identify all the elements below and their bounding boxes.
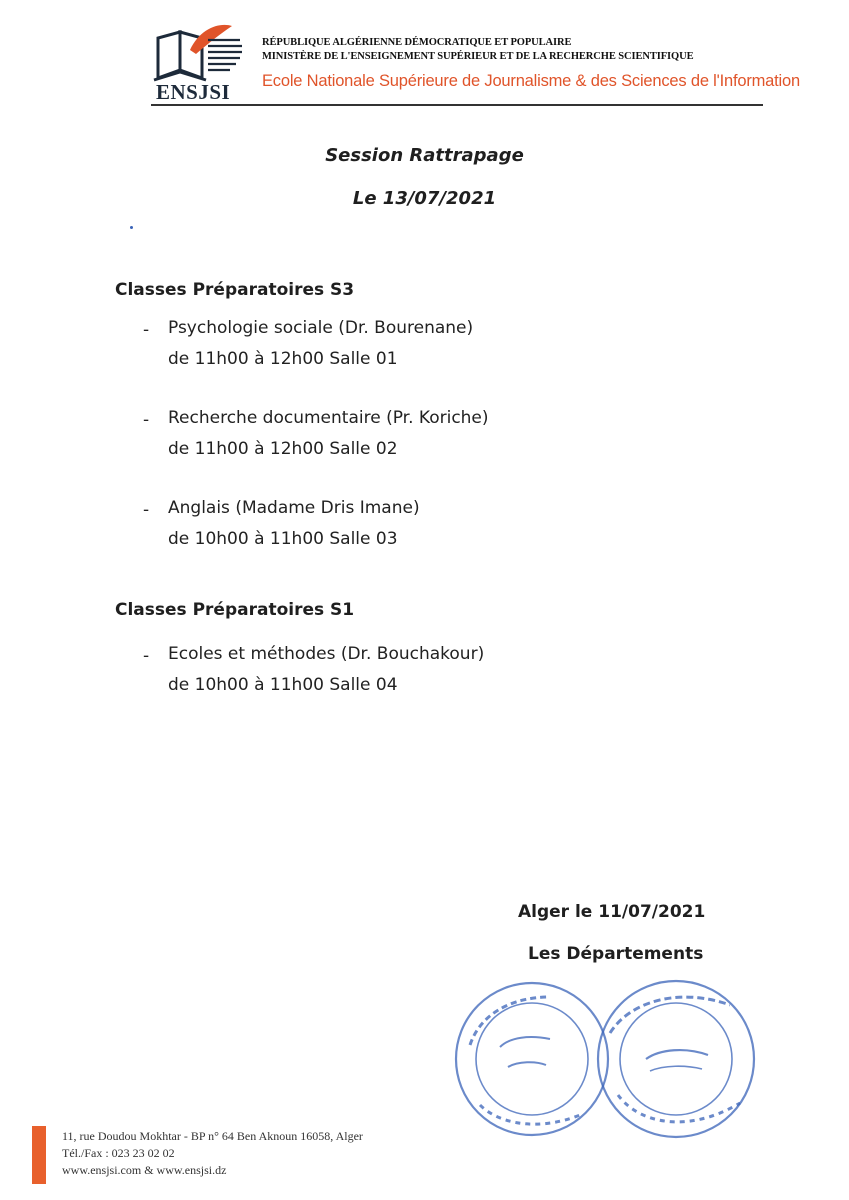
list-dash: - bbox=[143, 410, 150, 430]
place-date: Alger le 11/07/2021 bbox=[518, 902, 706, 922]
footer-accent-bar bbox=[32, 1126, 46, 1184]
course-schedule: de 10h00 à 11h00 Salle 04 bbox=[168, 675, 398, 695]
list-dash: - bbox=[143, 646, 150, 666]
header-republic: RÉPUBLIQUE ALGÉRIENNE DÉMOCRATIQUE ET POPULAIRE bbox=[262, 37, 572, 48]
logo-wordmark: ENSJSI bbox=[156, 80, 231, 104]
scan-dot bbox=[130, 226, 133, 229]
section-heading: Classes Préparatoires S3 bbox=[115, 280, 355, 300]
header-divider bbox=[151, 104, 763, 106]
list-dash: - bbox=[143, 500, 150, 520]
department-signature: Les Départements bbox=[528, 944, 704, 964]
header-ministry: MINISTÈRE DE L'ENSEIGNEMENT SUPÉRIEUR ET DE LA RECHERCHE SCIENTIFIQUE bbox=[262, 51, 694, 62]
official-stamp bbox=[450, 975, 770, 1147]
course-name: Anglais (Madame Dris Imane) bbox=[168, 498, 420, 518]
session-date: Le 13/07/2021 bbox=[352, 188, 497, 209]
header-school-name: Ecole Nationale Supérieure de Journalisme & des Sciences de l'Information bbox=[262, 72, 800, 90]
footer-address: 11, rue Doudou Mokhtar - BP n° 64 Ben Aknoun 16058, Alger bbox=[62, 1129, 363, 1143]
list-dash: - bbox=[143, 320, 150, 340]
section-heading: Classes Préparatoires S1 bbox=[115, 600, 355, 620]
session-title: Session Rattrapage bbox=[325, 145, 524, 166]
footer-phone: Tél./Fax : 023 23 02 02 bbox=[62, 1146, 175, 1160]
course-name: Psychologie sociale (Dr. Bourenane) bbox=[168, 318, 474, 338]
course-schedule: de 10h00 à 11h00 Salle 03 bbox=[168, 529, 398, 549]
footer-websites: www.ensjsi.com & www.ensjsi.dz bbox=[62, 1163, 227, 1177]
course-name: Ecoles et méthodes (Dr. Bouchakour) bbox=[168, 644, 485, 664]
course-schedule: de 11h00 à 12h00 Salle 01 bbox=[168, 349, 398, 369]
course-schedule: de 11h00 à 12h00 Salle 02 bbox=[168, 439, 398, 459]
course-name: Recherche documentaire (Pr. Koriche) bbox=[168, 408, 489, 428]
